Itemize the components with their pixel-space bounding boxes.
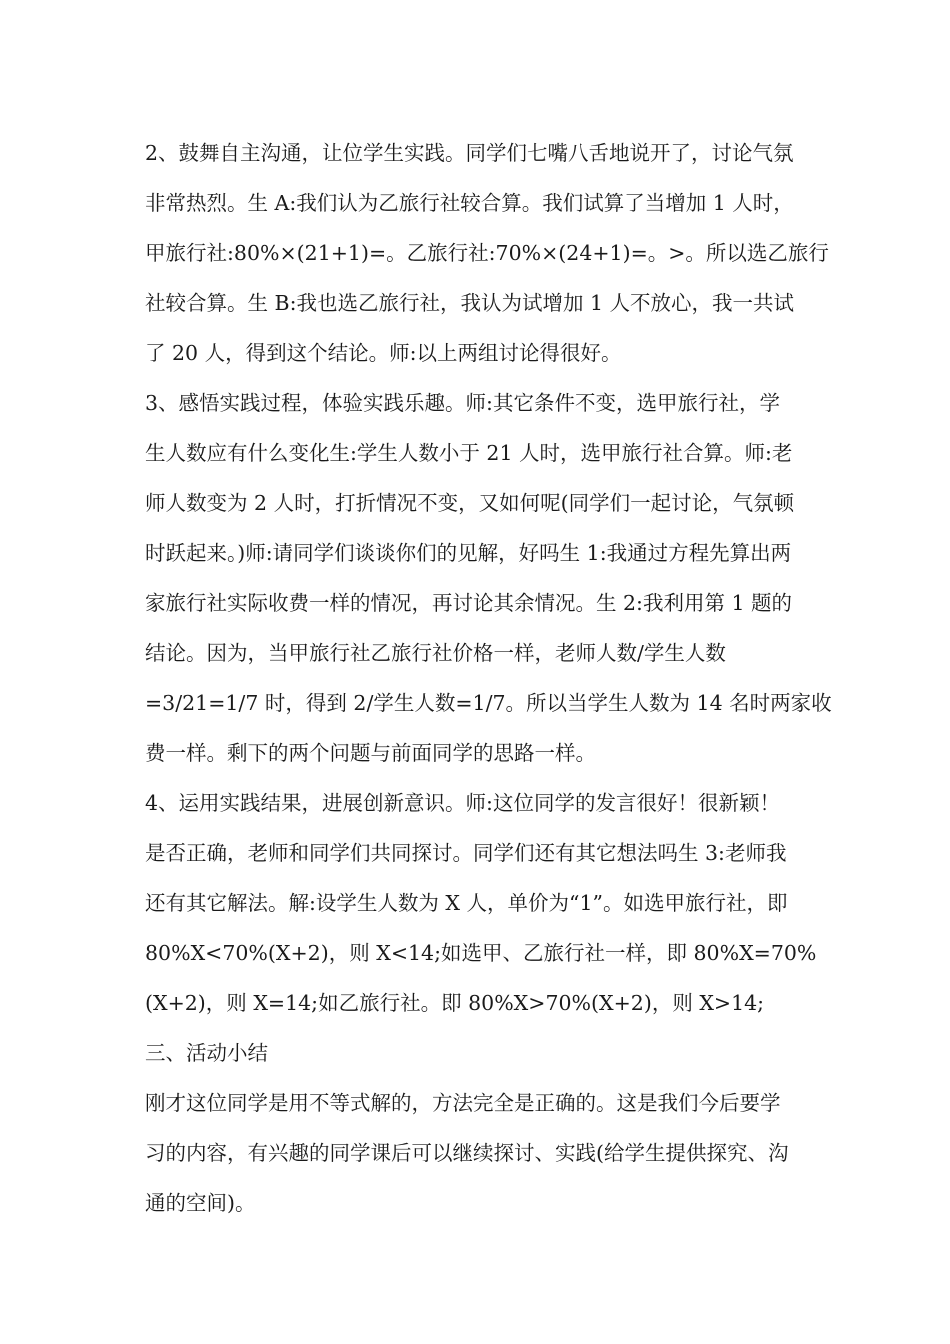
text-line: 社较合算。生 B:我也选乙旅行社，我认为试增加 1 人不放心，我一共试 (145, 291, 795, 315)
text-line: 80%X<70%(X+2)，则 X<14;如选甲、乙旅行社一样，即 80%X=70% (145, 941, 817, 965)
text-line: 4、运用实践结果，进展创新意识。师:这位同学的发言很好！很新颖！ (145, 791, 780, 815)
text-line: 生人数应有什么变化生:学生人数小于 21 人时，选甲旅行社合算。师:老 (145, 441, 793, 465)
text-line: 师人数变为 2 人时，打折情况不变，又如何呢(同学们一起讨论，气氛顿 (145, 491, 795, 515)
text-line: 费一样。剩下的两个问题与前面同学的思路一样。 (145, 741, 596, 765)
text-line: 是否正确，老师和同学们共同探讨。同学们还有其它想法吗生 3:老师我 (145, 841, 787, 865)
text-line: 结论。因为，当甲旅行社乙旅行社价格一样，老师人数/学生人数 (145, 641, 726, 665)
text-line: 时跃起来。)师:请同学们谈谈你们的见解，好吗生 1:我通过方程先算出两 (145, 541, 792, 565)
text-line: 刚才这位同学是用不等式解的，方法完全是正确的。这是我们今后要学 (145, 1091, 781, 1115)
text-line: 还有其它解法。解:设学生人数为 X 人，单价为“1”。如选甲旅行社，即 (145, 891, 788, 915)
section-heading: 三、活动小结 (145, 1041, 268, 1065)
text-line: 家旅行社实际收费一样的情况，再讨论其余情况。生 2:我利用第 1 题的 (145, 591, 793, 615)
text-line: 非常热烈。生 A:我们认为乙旅行社较合算。我们试算了当增加 1 人时， (145, 191, 794, 215)
text-line: 2、鼓舞自主沟通，让位学生实践。同学们七嘴八舌地说开了，讨论气氛 (145, 141, 794, 165)
text-line: 了 20 人，得到这个结论。师:以上两组讨论得很好。 (145, 341, 622, 365)
text-line: 习的内容，有兴趣的同学课后可以继续探讨、实践(给学生提供探究、沟 (145, 1141, 789, 1165)
text-line: =3/21=1/7 时，得到 2/学生人数=1/7。所以当学生人数为 14 名时两家收 (145, 691, 832, 715)
text-line: 甲旅行社:80%×(21+1)=。乙旅行社:70%×(24+1)=。>。所以选乙旅行 (145, 241, 829, 265)
document-body (145, 128, 832, 1228)
text-line: 通的空间)。 (145, 1191, 256, 1215)
text-line: (X+2)，则 X=14;如乙旅行社。即 80%X>70%(X+2)，则 X>14; (145, 991, 765, 1015)
text-line: 3、感悟实践过程，体验实践乐趣。师:其它条件不变，选甲旅行社，学 (145, 391, 780, 415)
